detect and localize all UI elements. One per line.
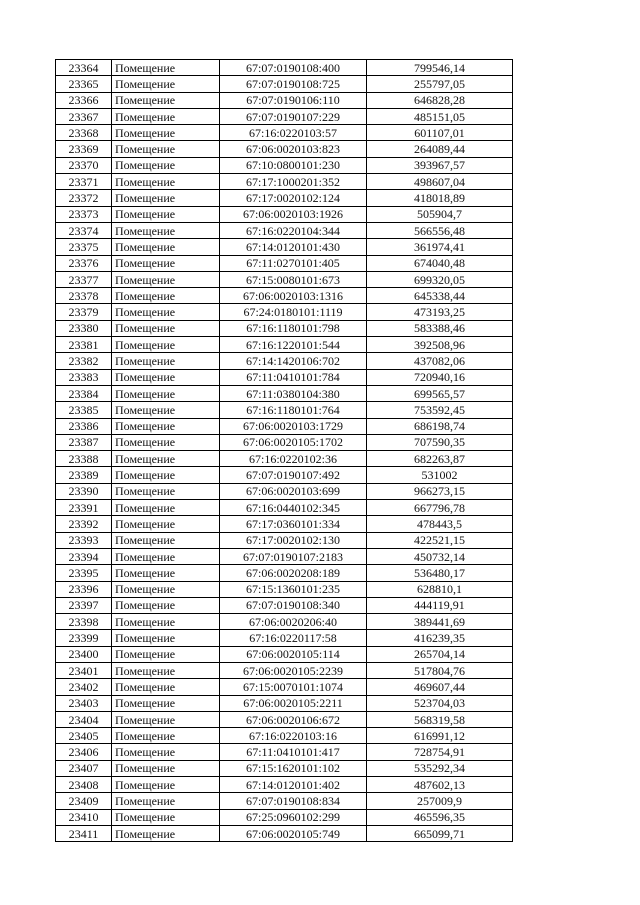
row-number-cell: 23392 bbox=[56, 516, 112, 532]
table-row bbox=[56, 353, 513, 369]
cadastral-number-cell: 67:17:0020102:130 bbox=[220, 532, 367, 548]
cadastral-number-cell: 67:07:0190107:492 bbox=[220, 467, 367, 483]
object-type-cell: Помещение bbox=[112, 581, 220, 597]
cadastral-number-cell: 67:15:1620101:102 bbox=[220, 760, 367, 776]
table-row bbox=[56, 157, 513, 173]
cadastral-value-cell: 416239,35 bbox=[367, 630, 513, 646]
object-type-cell: Помещение bbox=[112, 825, 220, 841]
row-number-cell: 23379 bbox=[56, 304, 112, 320]
cadastral-number-cell: 67:16:0220117:58 bbox=[220, 630, 367, 646]
object-type-cell: Помещение bbox=[112, 125, 220, 141]
table-row bbox=[56, 141, 513, 157]
row-number-cell: 23406 bbox=[56, 744, 112, 760]
cadastral-number-cell: 67:14:0120101:430 bbox=[220, 239, 367, 255]
cadastral-value-cell: 393967,57 bbox=[367, 157, 513, 173]
cadastral-value-cell: 601107,01 bbox=[367, 125, 513, 141]
object-type-cell: Помещение bbox=[112, 141, 220, 157]
row-number-cell: 23376 bbox=[56, 255, 112, 271]
cadastral-number-cell: 67:17:0360101:334 bbox=[220, 516, 367, 532]
object-type-cell: Помещение bbox=[112, 369, 220, 385]
row-number-cell: 23374 bbox=[56, 222, 112, 238]
cadastral-number-cell: 67:11:0410101:784 bbox=[220, 369, 367, 385]
table-row bbox=[56, 646, 513, 662]
object-type-cell: Помещение bbox=[112, 679, 220, 695]
table-row bbox=[56, 728, 513, 744]
cadastral-value-cell: 422521,15 bbox=[367, 532, 513, 548]
cadastral-number-cell: 67:06:0020103:823 bbox=[220, 141, 367, 157]
object-type-cell: Помещение bbox=[112, 76, 220, 92]
table-row bbox=[56, 320, 513, 336]
row-number-cell: 23407 bbox=[56, 760, 112, 776]
cadastral-value-cell: 536480,17 bbox=[367, 565, 513, 581]
cadastral-number-cell: 67:15:1360101:235 bbox=[220, 581, 367, 597]
object-type-cell: Помещение bbox=[112, 565, 220, 581]
object-type-cell: Помещение bbox=[112, 402, 220, 418]
table-row bbox=[56, 402, 513, 418]
row-number-cell: 23401 bbox=[56, 662, 112, 678]
cadastral-value-cell: 646828,28 bbox=[367, 92, 513, 108]
table-row bbox=[56, 467, 513, 483]
row-number-cell: 23377 bbox=[56, 271, 112, 287]
row-number-cell: 23378 bbox=[56, 288, 112, 304]
table-row bbox=[56, 777, 513, 793]
table-row bbox=[56, 222, 513, 238]
table-row bbox=[56, 597, 513, 613]
row-number-cell: 23388 bbox=[56, 451, 112, 467]
cadastral-number-cell: 67:24:0180101:1119 bbox=[220, 304, 367, 320]
table-row bbox=[56, 92, 513, 108]
cadastral-value-cell: 665099,71 bbox=[367, 825, 513, 841]
row-number-cell: 23394 bbox=[56, 548, 112, 564]
cadastral-number-cell: 67:06:0020105:1702 bbox=[220, 434, 367, 450]
cadastral-value-cell: 566556,48 bbox=[367, 222, 513, 238]
table-row bbox=[56, 337, 513, 353]
object-type-cell: Помещение bbox=[112, 777, 220, 793]
cadastral-value-cell: 473193,25 bbox=[367, 304, 513, 320]
row-number-cell: 23403 bbox=[56, 695, 112, 711]
cadastral-value-cell: 487602,13 bbox=[367, 777, 513, 793]
row-number-cell: 23381 bbox=[56, 337, 112, 353]
object-type-cell: Помещение bbox=[112, 222, 220, 238]
cadastral-value-cell: 264089,44 bbox=[367, 141, 513, 157]
object-type-cell: Помещение bbox=[112, 92, 220, 108]
object-type-cell: Помещение bbox=[112, 353, 220, 369]
cadastral-number-cell: 67:07:0190108:725 bbox=[220, 76, 367, 92]
object-type-cell: Помещение bbox=[112, 418, 220, 434]
table-row bbox=[56, 662, 513, 678]
object-type-cell: Помещение bbox=[112, 385, 220, 401]
table-row bbox=[56, 108, 513, 124]
cadastral-number-cell: 67:25:0960102:299 bbox=[220, 809, 367, 825]
row-number-cell: 23367 bbox=[56, 108, 112, 124]
table-row bbox=[56, 581, 513, 597]
cadastral-value-cell: 707590,35 bbox=[367, 434, 513, 450]
table-row bbox=[56, 125, 513, 141]
object-type-cell: Помещение bbox=[112, 548, 220, 564]
object-type-cell: Помещение bbox=[112, 646, 220, 662]
table-row bbox=[56, 532, 513, 548]
cadastral-value-cell: 728754,91 bbox=[367, 744, 513, 760]
object-type-cell: Помещение bbox=[112, 695, 220, 711]
cadastral-value-cell: 568319,58 bbox=[367, 711, 513, 727]
table-row bbox=[56, 630, 513, 646]
object-type-cell: Помещение bbox=[112, 157, 220, 173]
cadastral-number-cell: 67:06:0020208:189 bbox=[220, 565, 367, 581]
cadastral-value-cell: 437082,06 bbox=[367, 353, 513, 369]
object-type-cell: Помещение bbox=[112, 809, 220, 825]
cadastral-number-cell: 67:16:0220102:36 bbox=[220, 451, 367, 467]
table-body bbox=[56, 60, 513, 842]
table-row bbox=[56, 744, 513, 760]
row-number-cell: 23396 bbox=[56, 581, 112, 597]
object-type-cell: Помещение bbox=[112, 500, 220, 516]
cadastral-value-cell: 667796,78 bbox=[367, 500, 513, 516]
cadastral-number-cell: 67:07:0190107:2183 bbox=[220, 548, 367, 564]
cadastral-number-cell: 67:11:0270101:405 bbox=[220, 255, 367, 271]
row-number-cell: 23385 bbox=[56, 402, 112, 418]
object-type-cell: Помещение bbox=[112, 467, 220, 483]
row-number-cell: 23390 bbox=[56, 483, 112, 499]
cadastral-value-cell: 535292,34 bbox=[367, 760, 513, 776]
object-type-cell: Помещение bbox=[112, 451, 220, 467]
object-type-cell: Помещение bbox=[112, 516, 220, 532]
cadastral-number-cell: 67:16:1180101:764 bbox=[220, 402, 367, 418]
object-type-cell: Помещение bbox=[112, 271, 220, 287]
table-row bbox=[56, 711, 513, 727]
cadastral-number-cell: 67:06:0020206:40 bbox=[220, 614, 367, 630]
cadastral-number-cell: 67:06:0020105:114 bbox=[220, 646, 367, 662]
cadastral-value-cell: 966273,15 bbox=[367, 483, 513, 499]
table-row bbox=[56, 695, 513, 711]
cadastral-value-cell: 392508,96 bbox=[367, 337, 513, 353]
row-number-cell: 23370 bbox=[56, 157, 112, 173]
object-type-cell: Помещение bbox=[112, 793, 220, 809]
cadastral-number-cell: 67:06:0020105:749 bbox=[220, 825, 367, 841]
table-row bbox=[56, 434, 513, 450]
cadastral-value-cell: 583388,46 bbox=[367, 320, 513, 336]
row-number-cell: 23399 bbox=[56, 630, 112, 646]
table-row bbox=[56, 271, 513, 287]
object-type-cell: Помещение bbox=[112, 108, 220, 124]
row-number-cell: 23387 bbox=[56, 434, 112, 450]
row-number-cell: 23382 bbox=[56, 353, 112, 369]
row-number-cell: 23411 bbox=[56, 825, 112, 841]
row-number-cell: 23409 bbox=[56, 793, 112, 809]
object-type-cell: Помещение bbox=[112, 337, 220, 353]
object-type-cell: Помещение bbox=[112, 206, 220, 222]
table-row bbox=[56, 483, 513, 499]
object-type-cell: Помещение bbox=[112, 174, 220, 190]
row-number-cell: 23375 bbox=[56, 239, 112, 255]
cadastral-number-cell: 67:16:0220104:344 bbox=[220, 222, 367, 238]
cadastral-number-cell: 67:15:0080101:673 bbox=[220, 271, 367, 287]
table-row bbox=[56, 809, 513, 825]
object-type-cell: Помещение bbox=[112, 320, 220, 336]
cadastral-value-cell: 531002 bbox=[367, 467, 513, 483]
row-number-cell: 23372 bbox=[56, 190, 112, 206]
object-type-cell: Помещение bbox=[112, 614, 220, 630]
cadastral-value-cell: 255797,05 bbox=[367, 76, 513, 92]
cadastral-number-cell: 67:06:0020103:1729 bbox=[220, 418, 367, 434]
row-number-cell: 23391 bbox=[56, 500, 112, 516]
row-number-cell: 23384 bbox=[56, 385, 112, 401]
object-type-cell: Помещение bbox=[112, 630, 220, 646]
object-type-cell: Помещение bbox=[112, 728, 220, 744]
object-type-cell: Помещение bbox=[112, 60, 220, 76]
cadastral-number-cell: 67:07:0190106:110 bbox=[220, 92, 367, 108]
table-row bbox=[56, 255, 513, 271]
table-row bbox=[56, 565, 513, 581]
cadastral-value-cell: 682263,87 bbox=[367, 451, 513, 467]
table-row bbox=[56, 206, 513, 222]
cadastral-value-cell: 465596,35 bbox=[367, 809, 513, 825]
cadastral-value-cell: 753592,45 bbox=[367, 402, 513, 418]
row-number-cell: 23365 bbox=[56, 76, 112, 92]
cadastral-number-cell: 67:07:0190107:229 bbox=[220, 108, 367, 124]
cadastral-value-cell: 616991,12 bbox=[367, 728, 513, 744]
cadastral-value-cell: 505904,7 bbox=[367, 206, 513, 222]
table-row bbox=[56, 760, 513, 776]
cadastral-number-cell: 67:11:0380104:380 bbox=[220, 385, 367, 401]
cadastral-value-cell: 720940,16 bbox=[367, 369, 513, 385]
cadastral-number-cell: 67:06:0020103:699 bbox=[220, 483, 367, 499]
cadastral-value-cell: 686198,74 bbox=[367, 418, 513, 434]
table-row bbox=[56, 60, 513, 76]
cadastral-number-cell: 67:16:1180101:798 bbox=[220, 320, 367, 336]
cadastral-number-cell: 67:06:0020103:1926 bbox=[220, 206, 367, 222]
cadastral-value-cell: 444119,91 bbox=[367, 597, 513, 613]
cadastral-number-cell: 67:14:1420106:702 bbox=[220, 353, 367, 369]
table-row bbox=[56, 288, 513, 304]
cadastral-number-cell: 67:10:0800101:230 bbox=[220, 157, 367, 173]
row-number-cell: 23402 bbox=[56, 679, 112, 695]
cadastral-number-cell: 67:07:0190108:400 bbox=[220, 60, 367, 76]
table-row bbox=[56, 451, 513, 467]
cadastral-number-cell: 67:16:0220103:16 bbox=[220, 728, 367, 744]
row-number-cell: 23369 bbox=[56, 141, 112, 157]
cadastral-value-cell: 699565,57 bbox=[367, 385, 513, 401]
cadastral-number-cell: 67:14:0120101:402 bbox=[220, 777, 367, 793]
row-number-cell: 23368 bbox=[56, 125, 112, 141]
row-number-cell: 23410 bbox=[56, 809, 112, 825]
table-row bbox=[56, 793, 513, 809]
cadastral-value-cell: 478443,5 bbox=[367, 516, 513, 532]
table-row bbox=[56, 190, 513, 206]
row-number-cell: 23393 bbox=[56, 532, 112, 548]
cadastral-value-cell: 498607,04 bbox=[367, 174, 513, 190]
object-type-cell: Помещение bbox=[112, 190, 220, 206]
cadastral-number-cell: 67:07:0190108:834 bbox=[220, 793, 367, 809]
object-type-cell: Помещение bbox=[112, 532, 220, 548]
cadastral-value-cell: 389441,69 bbox=[367, 614, 513, 630]
row-number-cell: 23405 bbox=[56, 728, 112, 744]
cadastral-value-cell: 517804,76 bbox=[367, 662, 513, 678]
table-row bbox=[56, 76, 513, 92]
cadastral-value-cell: 257009,9 bbox=[367, 793, 513, 809]
row-number-cell: 23383 bbox=[56, 369, 112, 385]
row-number-cell: 23386 bbox=[56, 418, 112, 434]
table-row bbox=[56, 500, 513, 516]
cadastral-number-cell: 67:17:0020102:124 bbox=[220, 190, 367, 206]
table-row bbox=[56, 174, 513, 190]
cadastral-number-cell: 67:07:0190108:340 bbox=[220, 597, 367, 613]
row-number-cell: 23371 bbox=[56, 174, 112, 190]
cadastral-value-cell: 265704,14 bbox=[367, 646, 513, 662]
cadastral-value-cell: 799546,14 bbox=[367, 60, 513, 76]
object-type-cell: Помещение bbox=[112, 711, 220, 727]
row-number-cell: 23408 bbox=[56, 777, 112, 793]
cadastral-value-cell: 418018,89 bbox=[367, 190, 513, 206]
cadastral-number-cell: 67:06:0020105:2211 bbox=[220, 695, 367, 711]
cadastral-value-cell: 469607,44 bbox=[367, 679, 513, 695]
object-type-cell: Помещение bbox=[112, 597, 220, 613]
cadastral-number-cell: 67:17:1000201:352 bbox=[220, 174, 367, 190]
cadastral-number-cell: 67:16:1220101:544 bbox=[220, 337, 367, 353]
object-type-cell: Помещение bbox=[112, 483, 220, 499]
cadastral-number-cell: 67:11:0410101:417 bbox=[220, 744, 367, 760]
object-type-cell: Помещение bbox=[112, 760, 220, 776]
row-number-cell: 23389 bbox=[56, 467, 112, 483]
object-type-cell: Помещение bbox=[112, 255, 220, 271]
cadastral-number-cell: 67:06:0020103:1316 bbox=[220, 288, 367, 304]
table-row bbox=[56, 614, 513, 630]
table-row bbox=[56, 304, 513, 320]
row-number-cell: 23397 bbox=[56, 597, 112, 613]
cadastral-value-cell: 628810,1 bbox=[367, 581, 513, 597]
row-number-cell: 23364 bbox=[56, 60, 112, 76]
row-number-cell: 23380 bbox=[56, 320, 112, 336]
cadastral-value-cell: 485151,05 bbox=[367, 108, 513, 124]
row-number-cell: 23373 bbox=[56, 206, 112, 222]
cadastral-value-table bbox=[55, 59, 513, 842]
row-number-cell: 23404 bbox=[56, 711, 112, 727]
row-number-cell: 23366 bbox=[56, 92, 112, 108]
row-number-cell: 23398 bbox=[56, 614, 112, 630]
cadastral-value-cell: 450732,14 bbox=[367, 548, 513, 564]
cadastral-value-cell: 674040,48 bbox=[367, 255, 513, 271]
row-number-cell: 23395 bbox=[56, 565, 112, 581]
row-number-cell: 23400 bbox=[56, 646, 112, 662]
table-row bbox=[56, 516, 513, 532]
cadastral-number-cell: 67:06:0020105:2239 bbox=[220, 662, 367, 678]
table-row bbox=[56, 239, 513, 255]
table-row bbox=[56, 369, 513, 385]
cadastral-number-cell: 67:06:0020106:672 bbox=[220, 711, 367, 727]
object-type-cell: Помещение bbox=[112, 662, 220, 678]
object-type-cell: Помещение bbox=[112, 288, 220, 304]
object-type-cell: Помещение bbox=[112, 239, 220, 255]
object-type-cell: Помещение bbox=[112, 744, 220, 760]
cadastral-number-cell: 67:15:0070101:1074 bbox=[220, 679, 367, 695]
cadastral-number-cell: 67:16:0440102:345 bbox=[220, 500, 367, 516]
cadastral-value-cell: 523704,03 bbox=[367, 695, 513, 711]
table-row bbox=[56, 679, 513, 695]
cadastral-number-cell: 67:16:0220103:57 bbox=[220, 125, 367, 141]
table-row bbox=[56, 385, 513, 401]
object-type-cell: Помещение bbox=[112, 304, 220, 320]
cadastral-value-cell: 361974,41 bbox=[367, 239, 513, 255]
object-type-cell: Помещение bbox=[112, 434, 220, 450]
table-row bbox=[56, 548, 513, 564]
table-row bbox=[56, 418, 513, 434]
cadastral-value-cell: 699320,05 bbox=[367, 271, 513, 287]
cadastral-value-cell: 645338,44 bbox=[367, 288, 513, 304]
table-row bbox=[56, 825, 513, 841]
